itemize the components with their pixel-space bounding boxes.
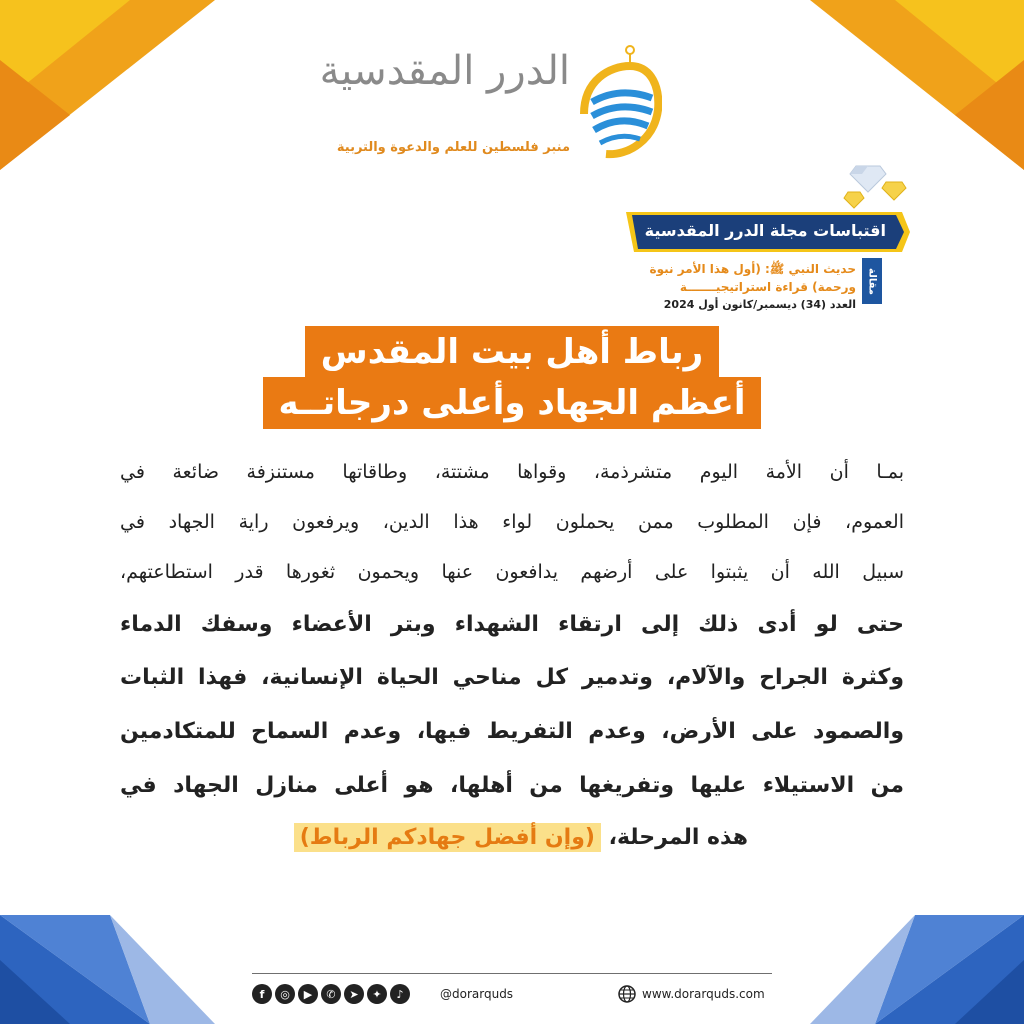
footer-divider: [252, 973, 772, 974]
tiktok-icon[interactable]: ♪: [390, 984, 410, 1004]
body-line-1: بمـا أن الأمة اليوم متشرذمة، وقواها مشتتة، وطاقاتها مستنزفة ضائعة في: [120, 461, 904, 483]
body-paragraph: [120, 447, 904, 863]
headline-line-1: [0, 326, 1024, 378]
body-line-8-start: هذه المرحلة،: [608, 825, 748, 850]
body-line-4: حتى لو أدى ذلك إلى ارتقاء الشهداء وبتر الأعضاء وسفك الدماء: [120, 612, 904, 637]
body-line-8: [120, 813, 904, 863]
body-line-5: وكثرة الجراح والآلام، وتدمير كل مناحي الحياة الإنسانية، فهذا الثبات: [120, 665, 904, 690]
dome-logo-icon: [570, 40, 662, 170]
section-tab: مقالة: [862, 258, 882, 304]
telegram-icon[interactable]: ➤: [344, 984, 364, 1004]
headline-line-2: [0, 377, 1024, 429]
body-line-7: من الاستيلاء عليها وتفريغها من أهلها، هو أعلى منازل الجهاد في: [120, 773, 904, 798]
instagram-icon[interactable]: ◎: [275, 984, 295, 1004]
headline-text-2: أعظم الجهاد وأعلى درجاتــه: [263, 377, 762, 429]
body-line-3: سبيل الله أن يثبتوا على أرضهم يدافعون عنها ويحمون ثغورها قدر استطاعتهم،: [120, 561, 904, 583]
twitter-icon[interactable]: ✦: [367, 984, 387, 1004]
brand-logo: [319, 40, 670, 170]
website-url[interactable]: www.dorarquds.com: [642, 987, 765, 1001]
whatsapp-icon[interactable]: ✆: [321, 984, 341, 1004]
facebook-icon[interactable]: f: [252, 984, 272, 1004]
globe-icon: [618, 985, 636, 1003]
logo-title: الدرر المقدسية: [319, 48, 570, 94]
youtube-icon[interactable]: ▶: [298, 984, 318, 1004]
social-icons: [252, 984, 410, 1004]
hadith-quote: (وإن أفضل جهادكم الرباط): [294, 823, 601, 852]
body-line-6: والصمود على الأرض، وعدم التفريط فيها، وعدم السماح للمتكادمين: [120, 719, 904, 744]
social-handle[interactable]: @dorarquds: [440, 987, 514, 1001]
diamonds-icon: [842, 158, 912, 210]
headline-text-1: رباط أهل بيت المقدس: [305, 326, 719, 378]
logo-tagline: منبر فلسطين للعلم والدعوة والتربية: [336, 140, 570, 155]
issue-info: العدد (34) ديسمبر/كانون أول 2024: [663, 298, 856, 311]
body-line-2: العموم، فإن المطلوب ممن يحملون لواء هذا الدين، ويرفعون راية الجهاد في: [120, 511, 904, 533]
website-link[interactable]: [618, 985, 765, 1003]
article-title: حديث النبي ﷺ: (أول هذا الأمر نبوة ورحمة) قراءة استراتيجيـــــــة: [649, 262, 856, 294]
magazine-banner-label: اقتباسات مجلة الدرر المقدسية: [644, 221, 886, 240]
